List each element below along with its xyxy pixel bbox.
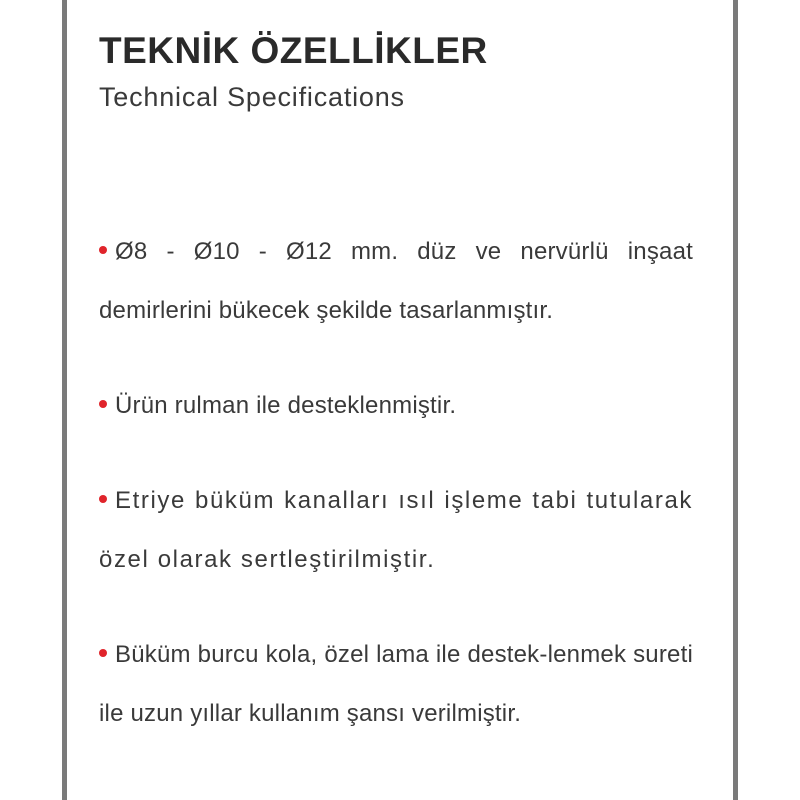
spec-item-text: Büküm burcu kola, özel lama ile destek-lenmek sureti ile uzun yıllar kullanım şansı verilmiştir. <box>99 641 693 727</box>
spec-item-text: Ø8 - Ø10 - Ø12 mm. düz ve nervürlü inşaat demirlerini bükecek şekilde tasarlanmıştır. <box>99 238 693 324</box>
spec-item <box>99 222 693 340</box>
red-bullet-icon <box>99 246 107 254</box>
spec-item-text: Ürün rulman ile desteklenmiştir. <box>115 392 457 419</box>
spec-item <box>99 376 693 435</box>
left-border-line <box>62 0 67 800</box>
spec-item <box>99 471 693 589</box>
spec-item-text: Etriye büküm kanalları ısıl işleme tabi tutularak özel olarak sertleştirilmiştir. <box>99 487 693 573</box>
page-title: TEKNİK ÖZELLİKLER <box>99 30 488 71</box>
spec-list <box>99 222 693 779</box>
page-subtitle: Technical Specifications <box>99 82 405 112</box>
right-border-line <box>733 0 738 800</box>
spec-item <box>99 625 693 743</box>
red-bullet-icon <box>99 400 107 408</box>
spec-content <box>99 22 693 727</box>
red-bullet-icon <box>99 495 107 503</box>
red-bullet-icon <box>99 649 107 657</box>
